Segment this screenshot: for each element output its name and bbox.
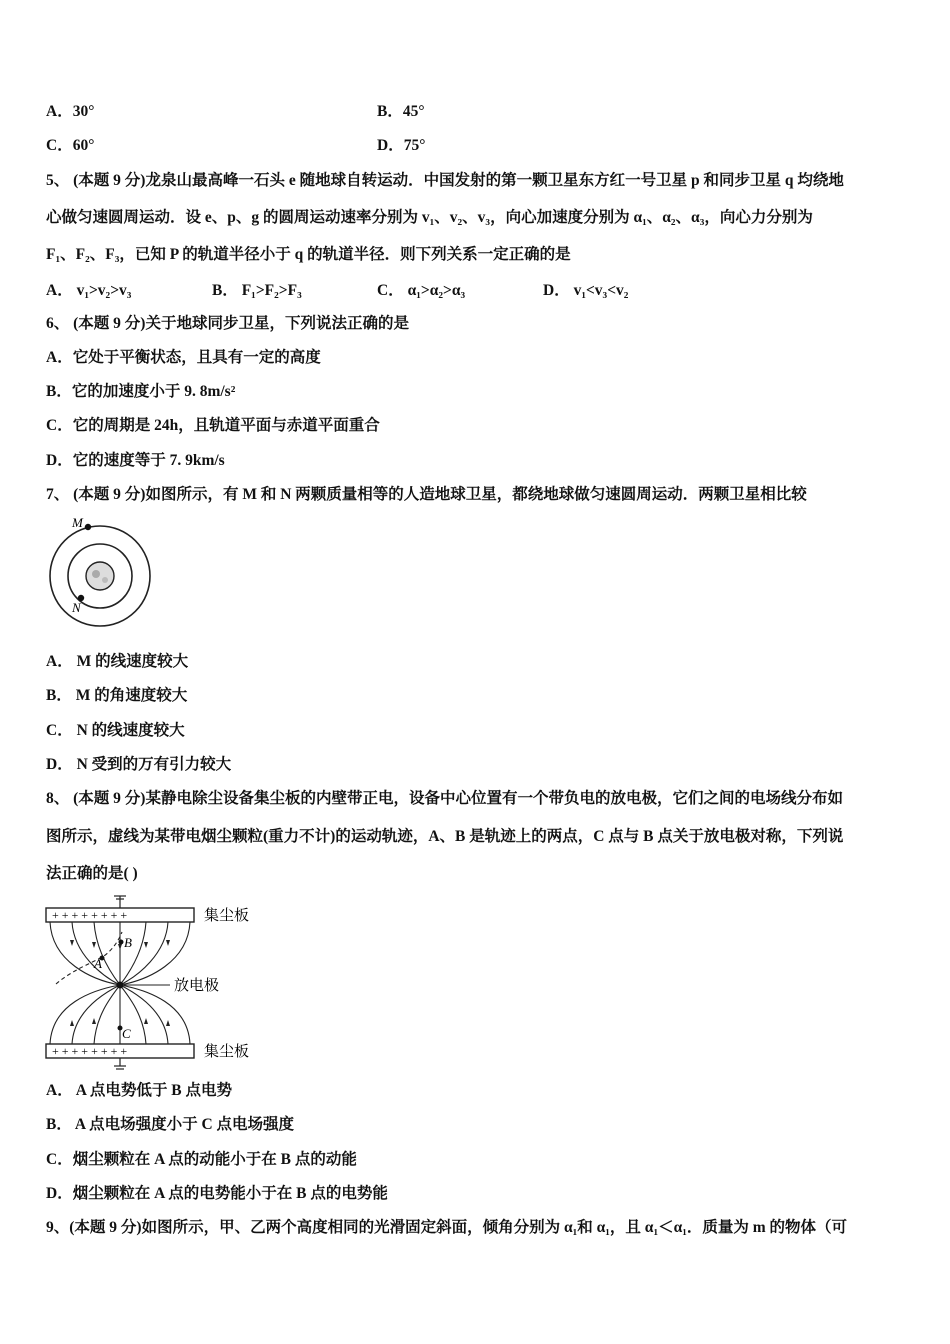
q7-stem: 7、 (本题 9 分)如图所示，有 M 和 N 两颗质量相等的人造地球卫星，都绕地球做匀速圆周运动．两颗卫星相比较 bbox=[46, 486, 807, 503]
label-n: N bbox=[72, 600, 81, 615]
satellite-m bbox=[85, 524, 91, 530]
q5-stem-line3: F₁、F₂、F₃，已知 P 的轨道半径小于 q 的轨道半径．则下列关系一定正确的是 bbox=[46, 246, 571, 263]
q7-option-b: B． M 的角速度较大 bbox=[46, 687, 188, 704]
earth-texture-2 bbox=[102, 577, 108, 583]
q8-stem-line2: 图所示，虚线为某带电烟尘颗粒(重力不计)的运动轨迹，A、B 是轨迹上的两点，C 点与 B 点关于放电极对称，下列说 bbox=[46, 828, 844, 845]
top-ground-symbol bbox=[114, 896, 126, 908]
q6-option-c: C．它的周期是 24h，且轨道平面与赤道平面重合 bbox=[46, 417, 380, 434]
q6-option-b: B．它的加速度小于 9. 8m/s² bbox=[46, 383, 236, 400]
q8-stem-line3: 法正确的是( ) bbox=[46, 865, 138, 882]
top-plate-charges: + + + + + + + + bbox=[52, 908, 128, 922]
q8-option-d: D．烟尘颗粒在 A 点的电势能小于在 B 点的电势能 bbox=[46, 1185, 388, 1202]
q6-option-a: A．它处于平衡状态，且具有一定的高度 bbox=[46, 349, 321, 366]
q8-option-b: B． A 点电场强度小于 C 点电场强度 bbox=[46, 1116, 295, 1133]
point-b bbox=[119, 940, 124, 945]
q7-option-c: C． N 的线速度较大 bbox=[46, 722, 185, 739]
q4-option-a: A．30° bbox=[46, 103, 95, 120]
top-plate-label: 集尘板 bbox=[204, 908, 250, 924]
q5-stem-line2: 心做匀速圆周运动．设 e、p、g 的圆周运动速率分别为 v₁、v₂、v₃，向心加速度分别为 α₁、α₂、α₃，向心力分别为 bbox=[46, 209, 813, 226]
q5-option-c: C． α₁>α₂>α₃ bbox=[377, 282, 466, 299]
q4-option-d: D．75° bbox=[377, 137, 426, 154]
electrostatic-figure bbox=[42, 892, 264, 1072]
q4-option-c: C．60° bbox=[46, 137, 95, 154]
earth-texture bbox=[92, 570, 100, 578]
orbit-figure bbox=[44, 514, 156, 630]
q8-option-c: C．烟尘颗粒在 A 点的动能小于在 B 点的动能 bbox=[46, 1151, 357, 1168]
q9-stem-line1: 9、(本题 9 分)如图所示，甲、乙两个高度相同的光滑固定斜面，倾角分别为 α₁和 α₁，且 α₁＜α₁．质量为 m 的物体（可 bbox=[46, 1219, 848, 1236]
bottom-ground-symbol bbox=[114, 1058, 126, 1069]
q7-option-a: A． M 的线速度较大 bbox=[46, 653, 189, 670]
q6-stem: 6、 (本题 9 分)关于地球同步卫星，下列说法正确的是 bbox=[46, 315, 409, 332]
q5-option-b: B． F₁>F₂>F₃ bbox=[212, 282, 302, 299]
bottom-plate-charges: + + + + + + + + bbox=[52, 1044, 128, 1058]
q8-option-a: A． A 点电势低于 B 点电势 bbox=[46, 1082, 233, 1099]
electrode-label: 放电极 bbox=[174, 978, 220, 994]
earth bbox=[86, 562, 114, 590]
bottom-plate-label: 集尘板 bbox=[204, 1044, 250, 1060]
label-c: C bbox=[122, 1026, 131, 1041]
q5-option-a: A． v₁>v₂>v₃ bbox=[46, 282, 132, 299]
discharge-electrode bbox=[117, 982, 124, 989]
q6-option-d: D．它的速度等于 7. 9km/s bbox=[46, 452, 225, 469]
label-m: M bbox=[72, 515, 83, 530]
label-b: B bbox=[124, 935, 132, 950]
q8-stem-line1: 8、 (本题 9 分)某静电除尘设备集尘板的内壁带正电，设备中心位置有一个带负电的放电极，它们之间的电场线分布如 bbox=[46, 790, 843, 807]
upper-field-lines bbox=[50, 922, 190, 985]
label-a: A bbox=[94, 956, 102, 971]
q7-option-d: D． N 受到的万有引力较大 bbox=[46, 756, 232, 773]
q5-stem-line1: 5、 (本题 9 分)龙泉山最高峰一石头 e 随地球自转运动．中国发射的第一颗卫星东方红一号卫星 p 和同步卫星 q 均绕地 bbox=[46, 172, 844, 189]
q4-option-b: B．45° bbox=[377, 103, 425, 120]
q5-option-d: D． v₁<v₃<v₂ bbox=[543, 282, 629, 299]
lower-field-lines bbox=[50, 985, 190, 1044]
